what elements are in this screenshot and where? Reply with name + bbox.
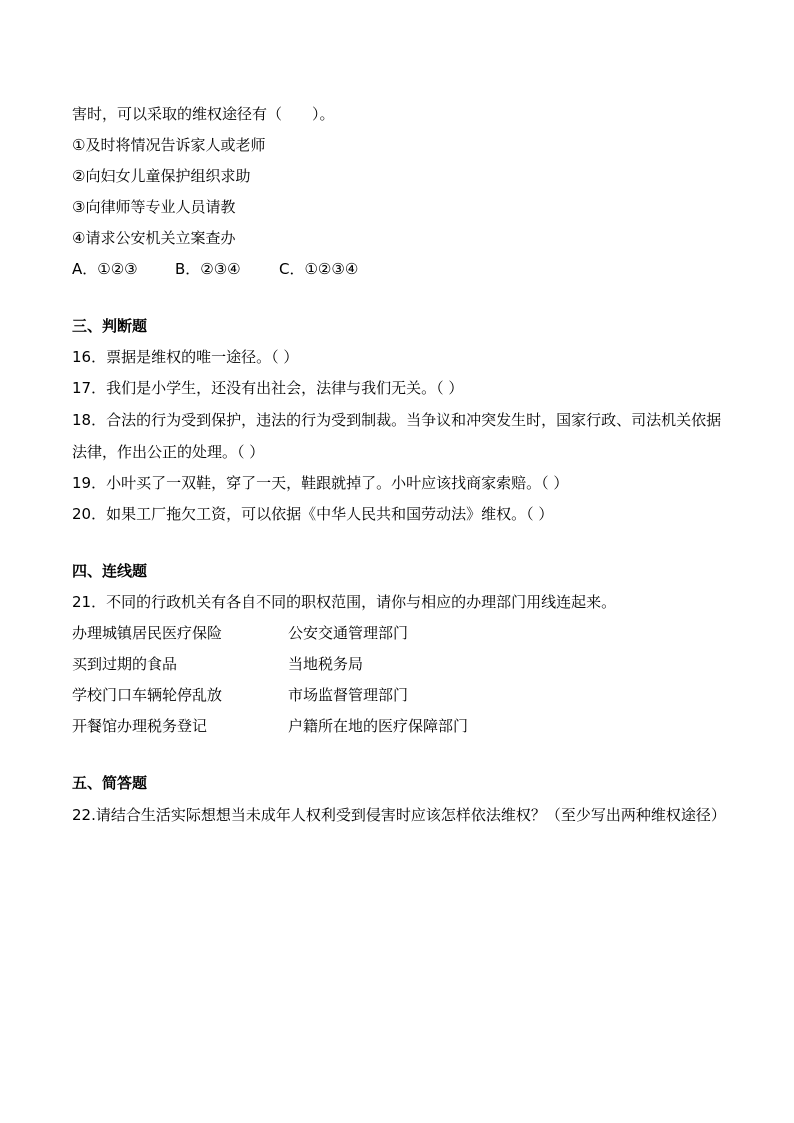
match-right-item: 当地税务局 [288,655,364,673]
match-right-item: 户籍所在地的医疗保障部门 [288,717,469,735]
section-gap [72,285,732,311]
match-row [72,649,732,680]
q15-item-2: ②向妇女儿童保护组织求助 [72,167,251,185]
section-gap [72,530,732,556]
q15-option-a: A．①②③ [72,260,138,278]
question-19: 19．小叶买了一双鞋，穿了一天，鞋跟就掉了。小叶应该找商家索赔。（ ） [72,474,569,492]
question-16: 16．票据是维权的唯一途径。（ ） [72,348,299,366]
section3-title: 三、判断题 [72,317,148,335]
question-22: 22.请结合生活实际想想当未成年人权利受到侵害时应该怎样依法维权？（至少写出两种维权途径） [72,806,726,824]
question-21: 21．不同的行政机关有各自不同的职权范围，请你与相应的办理部门用线连起来。 [72,593,617,611]
match-row [72,680,732,711]
q15-item-1: ①及时将情况告诉家人或老师 [72,136,266,154]
q15-stem: 害时，可以采取的维权途径有（ ）。 [72,105,335,123]
q15-item-4: ④请求公安机关立案查办 [72,229,236,247]
section5-title: 五、简答题 [72,774,148,792]
match-right-item: 市场监督管理部门 [288,686,409,704]
match-row [72,711,732,742]
match-row [72,618,732,649]
q15-option-c: C．①②③④ [279,260,359,278]
question-20: 20．如果工厂拖欠工资，可以依据《中华人民共和国劳动法》维权。（ ） [72,505,554,523]
match-left-item: 办理城镇居民医疗保险 [72,624,223,642]
match-left-item: 学校门口车辆轮停乱放 [72,686,223,704]
match-right-item: 公安交通管理部门 [288,624,409,642]
section-gap [72,742,732,768]
match-left-item: 开餐馆办理税务登记 [72,717,208,735]
question-18: 18．合法的行为受到保护，违法的行为受到制裁。当争议和冲突发生时，国家行政、司法机关依据法律，作出公正的处理。（ ） [72,411,722,461]
q15-option-b: B．②③④ [175,260,241,278]
section4-title: 四、连线题 [72,562,148,580]
q15-item-3: ③向律师等专业人员请教 [72,198,236,216]
q15-options [72,254,732,285]
exam-page [72,99,732,831]
question-17: 17．我们是小学生，还没有出社会，法律与我们无关。（ ） [72,379,464,397]
match-left-item: 买到过期的食品 [72,655,178,673]
